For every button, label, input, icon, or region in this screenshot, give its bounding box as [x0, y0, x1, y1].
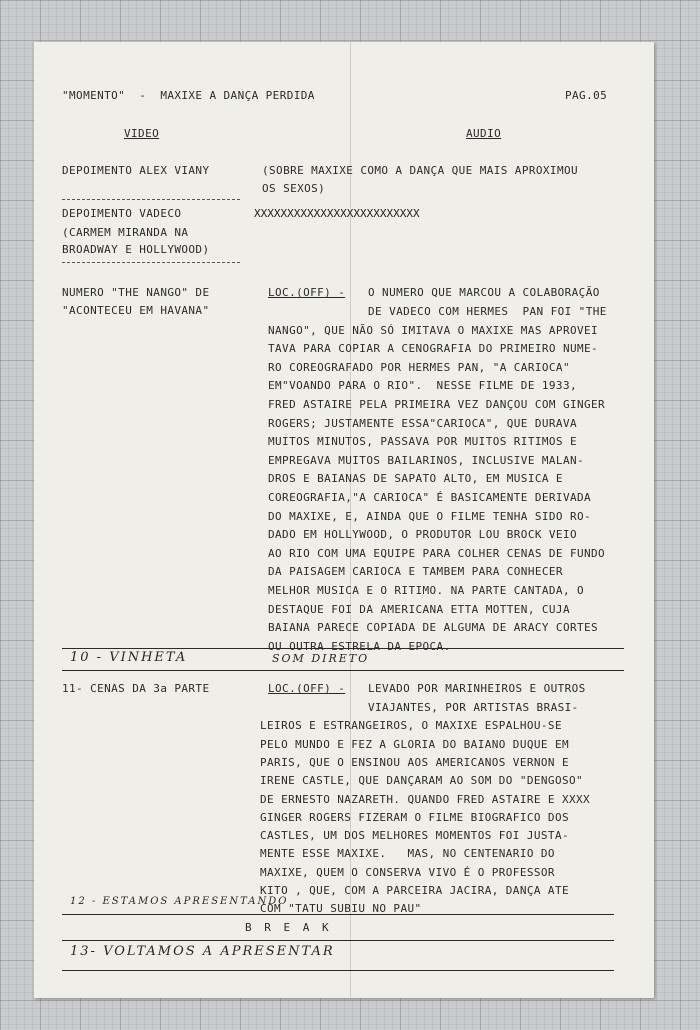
- narration-line: BAIANA PARECE COPIADA DE ALGUMA DE ARACY CORTES: [268, 621, 599, 635]
- narration-line: MUITOS MINUTOS, PASSAVA POR MUITOS RITIMOS E: [268, 435, 577, 449]
- loc-off-label: LOC.(OFF) -: [268, 682, 346, 695]
- handwritten-som-direto: SOM DIRETO: [272, 652, 370, 665]
- narration-line: DO MAXIXE, E, AINDA QUE O FILME TENHA SIDO RO-: [268, 509, 592, 523]
- narration-line: KITO , QUE, COM A PARCEIRA JACIRA, DANÇA ATE: [260, 884, 569, 897]
- script-title: "MOMENTO" - MAXIXE A DANÇA PERDIDA: [62, 89, 315, 102]
- narration-line: PELO MUNDO E FEZ A GLORIA DO BAIANO DUQUE EM: [260, 737, 569, 751]
- narration-line: EM"VOANDO PARA O RIO". NESSE FILME DE 1933,: [268, 379, 577, 393]
- video-carmem-miranda-line: (CARMEM MIRANDA NA: [62, 226, 189, 239]
- narration-line: GINGER ROGERS FIZERAM O FILME BIOGRAFICO DOS: [260, 810, 569, 824]
- narration-line: ROGERS; JUSTAMENTE ESSA"CARIOCA", QUE DURAVA: [268, 416, 577, 430]
- row-divider: [62, 940, 614, 941]
- handwritten-vinheta: 10 - VINHETA: [70, 650, 188, 665]
- handwritten-estamos-apresentando: 12 - ESTAMOS APRESENTANDO: [70, 896, 289, 907]
- row-divider: [62, 199, 240, 200]
- row-divider: [62, 670, 624, 671]
- narration-line: COREOGRAFIA,"A CARIOCA" É BASICAMENTE DERIVADA: [268, 491, 592, 504]
- audio-column-heading: AUDIO: [466, 127, 502, 140]
- narration-line: AO RIO COM UMA EQUIPE PARA COLHER CENAS DE FUNDO: [268, 546, 606, 560]
- video-the-nango-line-2: "ACONTECEU EM HAVANA": [62, 304, 210, 317]
- video-broadway-line: BROADWAY E HOLLYWOOD): [62, 243, 210, 256]
- narration-line: OU OUTRA ESTRELA DA EPOCA.: [268, 639, 451, 653]
- loc-off-label: LOC.(OFF) -: [268, 286, 346, 299]
- narration-line: FRED ASTAIRE PELA PRIMEIRA VEZ DANÇOU COM GINGER: [268, 398, 606, 411]
- narration-line: COM "TATU SUBIU NO PAU": [260, 902, 422, 916]
- narration-line: EMPREGAVA MUITOS BAILARINOS, INCLUSIVE MALAN-: [268, 453, 585, 467]
- narration-line: DADO EM HOLLYWOOD, O PRODUTOR LOU BROCK VEIO: [268, 528, 577, 542]
- audio-note-line-1: (SOBRE MAXIXE COMO A DANÇA QUE MAIS APROXIMOU: [262, 164, 579, 177]
- narration-line: MENTE ESSE MAXIXE. MAS, NO CENTENARIO DO: [260, 847, 555, 861]
- page-number: PAG.05: [565, 89, 608, 102]
- narration-line: MELHOR MUSICA E O RITIMO. NA PARTE CANTADA, O: [268, 584, 585, 597]
- audio-note-line-2: OS SEXOS): [262, 182, 326, 195]
- row-divider: [62, 970, 614, 971]
- narration-line: TAVA PARA COPIAR A CENOGRAFIA DO PRIMEIRO NUME-: [268, 342, 599, 356]
- row-divider: [62, 262, 240, 263]
- row-divider: [62, 648, 624, 649]
- video-cenas-3a-parte: 11- CENAS DA 3a PARTE: [62, 682, 210, 695]
- narration-line: LEIROS E ESTRANGEIROS, O MAXIXE ESPALHOU-SE: [260, 719, 562, 733]
- narration-line: PARIS, QUE O ENSINOU AOS AMERICANOS VERNON E: [260, 755, 569, 769]
- video-the-nango-line-1: NUMERO "THE NANGO" DE: [62, 286, 210, 299]
- narration-line: DESTAQUE FOI DA AMERICANA ETTA MOTTEN, CUJA: [268, 602, 570, 616]
- narration-line: NANGO", QUE NÃO SÓ IMITAVA O MAXIXE MAS APROVEI: [268, 323, 599, 337]
- narration-first-line: LEVADO POR MARINHEIROS E OUTROS: [368, 682, 586, 695]
- narration-line: DA PAISAGEM CARIOCA E TAMBEM PARA CONHECER: [268, 565, 563, 579]
- narration-line: DE VADECO COM HERMES PAN FOI "THE: [368, 305, 607, 318]
- video-column-heading: VIDEO: [124, 127, 160, 140]
- narration-line: DE ERNESTO NAZARETH. QUANDO FRED ASTAIRE E XXXX: [260, 792, 591, 806]
- narration-line: IRENE CASTLE, QUE DANÇARAM AO SOM DO "DENGOSO": [260, 774, 584, 788]
- narration-line: CASTLES, UM DOS MELHORES MOMENTOS FOI JUSTA-: [260, 829, 569, 843]
- row-divider: [62, 914, 614, 915]
- narration-line: DROS E BAIANAS DE SAPATO ALTO, EM MUSICA E: [268, 472, 563, 486]
- narration-line: VIAJANTES, POR ARTISTAS BRASI-: [368, 701, 579, 714]
- narration-first-line: O NUMERO QUE MARCOU A COLABORAÇÃO: [368, 286, 600, 299]
- narration-line: RO COREOGRAFADO POR HERMES PAN, "A CARIOCA": [268, 360, 570, 374]
- break-label: B R E A K: [245, 921, 332, 934]
- struck-out-text: XXXXXXXXXXXXXXXXXXXXXXXXX: [254, 207, 420, 220]
- narration-line: MAXIXE, QUEM O CONSERVA VIVO É O PROFESSOR: [260, 865, 555, 879]
- video-depoimento-alex-viany: DEPOIMENTO ALEX VIANY: [62, 164, 210, 177]
- video-depoimento-vadeco: DEPOIMENTO VADECO: [62, 207, 182, 220]
- handwritten-voltamos-apresentar: 13- VOLTAMOS A APRESENTAR: [70, 944, 335, 959]
